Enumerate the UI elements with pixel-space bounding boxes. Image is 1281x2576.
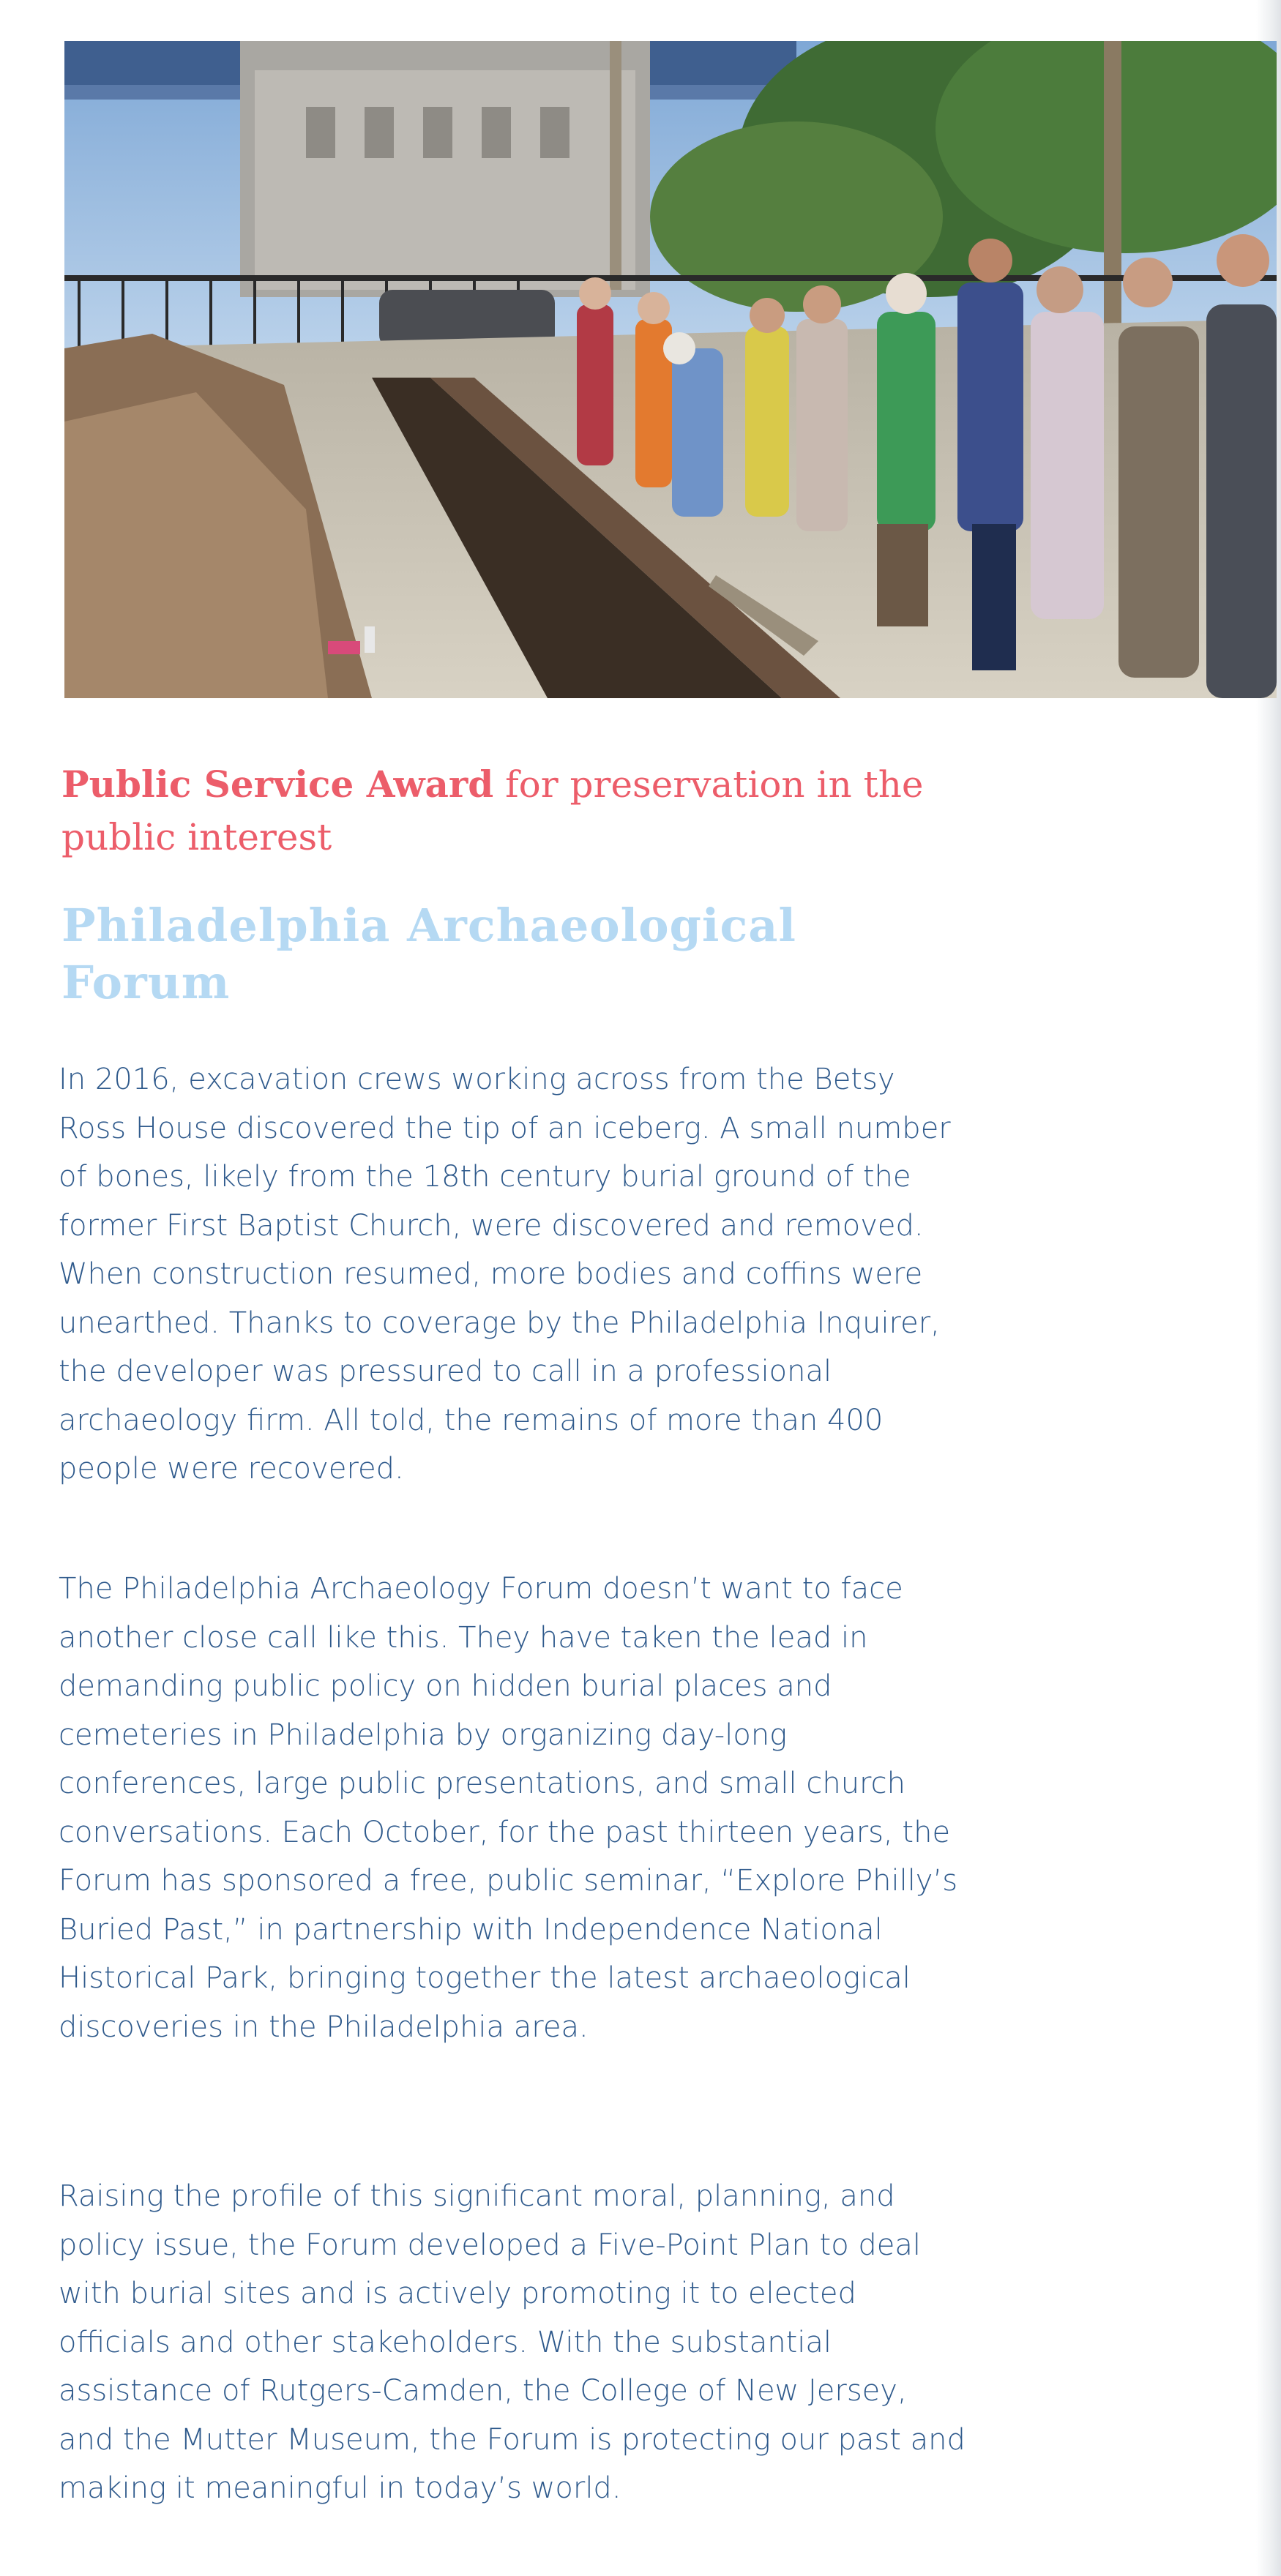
award-description: for preservation in the public interest [61,763,924,858]
body-paragraph: In 2016, excavation crews working across from the Betsy Ross House discovered the tip of an iceberg. A small number of bones, likely from the 18th century burial ground of the former First Baptist Church, were discovered and removed. When construction resumed, more bodies and coffins were unearthed. Thanks to coverage by the Philadelphia Inquirer, the developer was pressured to call in a professional archaeology firm. All told, the remains of more than 400 people were recovered. [59,1063,951,1486]
body-paragraph: Raising the profile of this significant moral, planning, and policy issue, the Forum developed a Five-Point Plan to deal with burial sites and is actively promoting it to elected officials and other stakeholders. With the substantial assistance of Rutgers-Camden, the College of New Jersey, and the Mutter Museum, the Forum is protecting our past and making it meaningful in today’s world. [59,2179,966,2505]
excavation-photo [64,41,1277,698]
honoree-title: Philadelphia Archaeological Forum [61,899,796,1009]
award-line [61,758,984,864]
body-paragraph: The Philadelphia Archaeology Forum doesn’t want to face another close call like this. They have taken the lead in demanding public policy on hidden burial places and cemeteries in Philadelphia by organizing day-long conferences, large public presentations, and small church conversations. Each October, for the past thirteen years, the Forum has sponsored a free, public seminar, “Explore Philly’s Buried Past,” in partnership with Independence National Historical Park, bringing together the latest archaeological discoveries in the Philadelphia area. [59,1572,958,2044]
award-name: Public Service Award [61,763,494,806]
